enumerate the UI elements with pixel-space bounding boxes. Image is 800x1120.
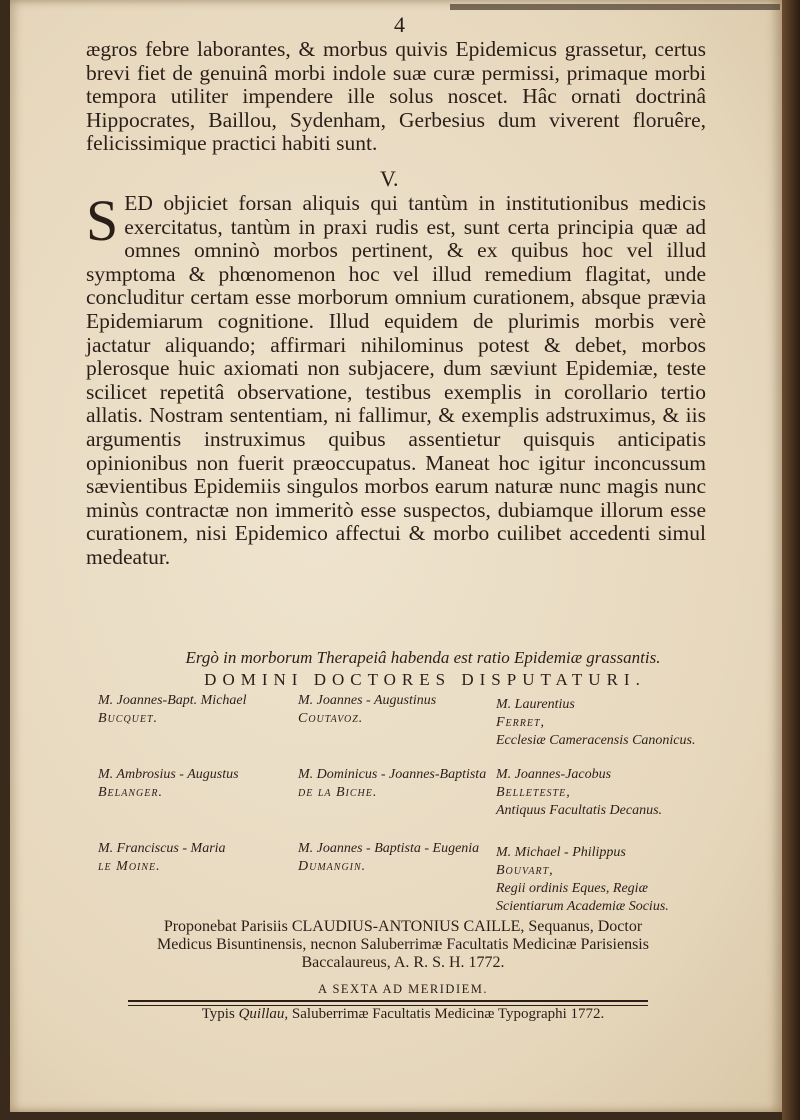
doctor-name: M. Michael - Philippus — [496, 845, 626, 860]
doctor-name: M. Joannes-Jacobus — [496, 767, 612, 782]
proponebat-block — [98, 918, 708, 972]
doctor-name: M. Joannes - Augustinus — [298, 693, 437, 708]
doctor-entry — [496, 696, 716, 750]
proponebat-line: Proponebat Parisiis CLAUDIUS-ANTONIUS CAILLE, Sequanus, Doctor — [163, 918, 643, 935]
doctor-surname: le Moine. — [98, 859, 161, 874]
doctor-title: Ecclesiæ Cameracensis Canonicus. — [496, 733, 696, 748]
doctor-title: Regii ordinis Eques, Regiæ Scientiarum Academiæ Socius. — [496, 881, 669, 914]
paragraph-1: ægros febre laborantes, & morbus quivis Epidemicus grassetur, certus brevi fiet de genuinâ morbi indole suæ curæ permissi, primaque morbi tempora utiliter impendere ille solus noscet. Hâc ornati doctrinâ Hippocrates, Baillou, Sydenham, Gerbesius dum viverent floruêre, felicissimique practici habiti sunt. — [86, 37, 706, 156]
printer-line — [98, 1006, 708, 1023]
doctor-surname: de la Biche. — [298, 785, 378, 800]
doctor-entry — [98, 692, 288, 728]
doctor-name: M. Joannes-Bapt. Michael — [98, 693, 247, 708]
doctors-heading: DOMINI DOCTORES DISPUTATURI. — [204, 670, 646, 689]
doctor-entry — [98, 766, 288, 802]
book-page — [10, 0, 782, 1112]
doctor-surname: Belanger. — [98, 785, 163, 800]
doctor-name: M. Dominicus - Joannes-Baptista — [298, 767, 487, 782]
top-rule — [450, 4, 780, 10]
proponebat-line: Medicus Bisuntinensis, necnon Saluberrimæ Facultatis Medicinæ Parisiensis — [157, 936, 649, 953]
doctor-surname: Bouvart, — [496, 863, 554, 878]
section-number: V. — [380, 166, 399, 191]
typis-rest: Saluberrimæ Facultatis Medicinæ Typographi 1772. — [291, 1006, 605, 1022]
printer-name: Quillau, — [238, 1006, 289, 1022]
thesis-conclusion: Ergò in morborum Therapeiâ habenda est ratio Epidemiæ grassantis. — [185, 648, 661, 667]
disputation-hour: A SEXTA AD MERIDIEM. — [318, 982, 488, 996]
doctor-name: M. Joannes - Baptista - Eugenia — [298, 841, 480, 856]
doctor-name: M. Laurentius — [496, 697, 575, 712]
doctor-surname: Dumangin. — [298, 859, 367, 874]
doctor-entry — [298, 840, 488, 876]
doctor-entry — [298, 692, 488, 728]
doctor-surname: Belleteste, — [496, 785, 571, 800]
doctor-name: M. Franciscus - Maria — [98, 841, 226, 856]
proponebat-line: Baccalaureus, A. R. S. H. 1772. — [301, 954, 505, 971]
doctor-surname: Ferret, — [496, 715, 546, 730]
doctor-entry — [496, 844, 716, 916]
book-edge — [782, 0, 800, 1120]
page-number: 4 — [394, 12, 405, 37]
typis-prefix: Typis — [201, 1006, 235, 1022]
doctor-entry — [496, 766, 716, 820]
paragraph-2-text: ED objiciet forsan aliquis qui tantùm in institutionibus medicis exercitatus, tantùm in praxi rudis est, sunt certa principia quæ ad omnes omninò morbos pertinent, & ex quibus hoc vel illud symptoma & phœnomenon hoc vel illud remedium flagitat, unde concluditur certam esse morborum omnium curationem, absque prævia Epidemiarum cognitione. Illud equidem de plurimis morbis verè jactatur aliquando; affirmari nihilominus potest & debet, morbos plerosque huic axiomati non subjacere, dum sæviunt Epidemiæ, teste scilicet repetitâ observatione, testibus exemplis in corollario tertio allatis. Nostram sententiam, ni fallimur, & exemplis adstruximus, & iis argumentis instruximus quibus assentietur quisquis anticipatis opinionibus non fuerit præoccupatus. Maneat hoc igitur inconcussum sævientibus Epidemiis singulos morbos earum naturæ nunc magis nunc minùs contractæ non immeritò esse suspectos, dubiamque illorum esse curationem, nisi Epidemico affectui & morbo cuilibet accedenti simul medeatur. — [86, 191, 706, 569]
doctor-title: Antiquus Facultatis Decanus. — [496, 803, 663, 818]
doctor-surname: Coutavoz. — [298, 711, 364, 726]
doctor-entry — [98, 840, 288, 876]
doctor-name: M. Ambrosius - Augustus — [98, 767, 239, 782]
paragraph-2 — [86, 188, 706, 570]
doctor-entry — [298, 766, 488, 802]
doctor-surname: Bucquet. — [98, 711, 159, 726]
drop-cap: S — [86, 188, 119, 253]
